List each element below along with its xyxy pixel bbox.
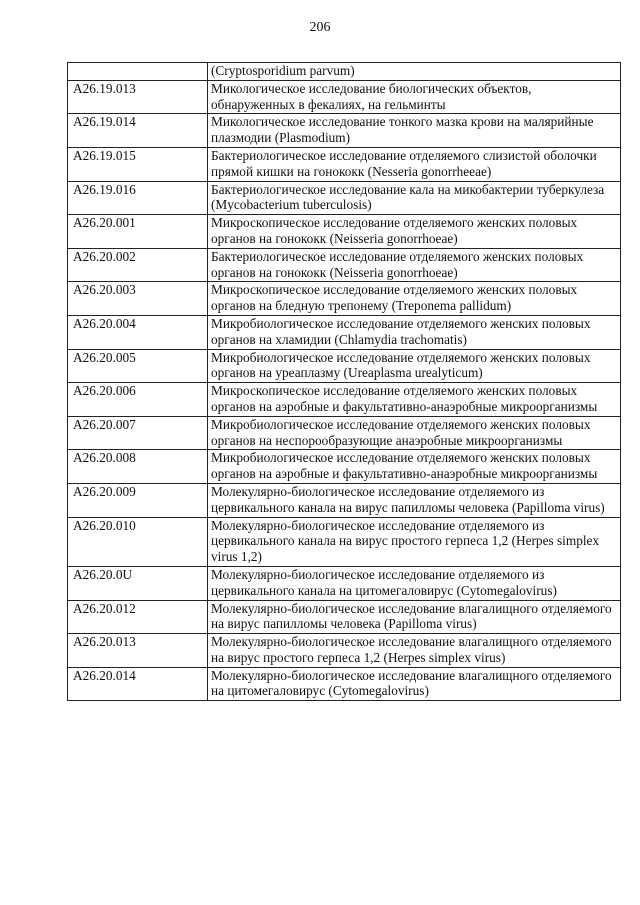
service-code: A26.19.016	[68, 181, 208, 215]
service-code: A26.20.002	[68, 248, 208, 282]
service-code: A26.20.003	[68, 282, 208, 316]
service-description: Микробиологическое исследование отделяемого женских половых органов на уреаплазму (Ureaplasma urealyticum)	[208, 349, 621, 383]
service-description: Микроскопическое исследование отделяемого женских половых органов на аэробные и факультативно-анаэробные микроорганизмы	[208, 383, 621, 417]
table-row	[68, 349, 621, 383]
table-row	[68, 248, 621, 282]
service-description: Бактериологическое исследование отделяемого женских половых органов на гонококк (Neisseria gonorrhoeae)	[208, 248, 621, 282]
service-description: Молекулярно-биологическое исследование влагалищного отделяемого на вирус папилломы человека (Papilloma virus)	[208, 600, 621, 634]
service-description: Микроскопическое исследование отделяемого женских половых органов на гонококк (Neisseria gonorrhoeae)	[208, 215, 621, 249]
service-description: Микробиологическое исследование отделяемого женских половых органов на хламидии (Chlamydia trachomatis)	[208, 315, 621, 349]
table-row	[68, 282, 621, 316]
service-code: A26.19.013	[68, 80, 208, 114]
service-code	[68, 63, 208, 81]
service-code: A26.20.008	[68, 450, 208, 484]
table-body	[68, 63, 621, 701]
table-row	[68, 80, 621, 114]
service-description: Бактериологическое исследование кала на микобактерии туберкулеза (Mycobacterium tuberculosis)	[208, 181, 621, 215]
table-row	[68, 416, 621, 450]
service-description: (Cryptosporidium parvum)	[208, 63, 621, 81]
service-code: A26.20.0U	[68, 566, 208, 600]
service-description: Микроскопическое исследование отделяемого женских половых органов на бледную трепонему (Treponema pallidum)	[208, 282, 621, 316]
service-description: Молекулярно-биологическое исследование влагалищного отделяемого на вирус простого герпеса 1,2 (Herpes simplex virus)	[208, 634, 621, 668]
service-description: Молекулярно-биологическое исследование отделяемого из цервикального канала на цитомегаловирус (Cytomegalovirus)	[208, 566, 621, 600]
table-row	[68, 114, 621, 148]
table-row	[68, 450, 621, 484]
table-row	[68, 63, 621, 81]
service-description: Молекулярно-биологическое исследование отделяемого из цервикального канала на вирус простого герпеса 1,2 (Herpes simplex virus 1,2)	[208, 517, 621, 566]
table-row	[68, 383, 621, 417]
table-row	[68, 315, 621, 349]
service-code: A26.20.009	[68, 483, 208, 517]
service-code: A26.20.013	[68, 634, 208, 668]
table-row	[68, 600, 621, 634]
services-table	[67, 62, 621, 701]
table-row	[68, 667, 621, 701]
service-description: Молекулярно-биологическое исследование влагалищного отделяемого на цитомегаловирус (Cytomegalovirus)	[208, 667, 621, 701]
table-row	[68, 483, 621, 517]
service-code: A26.20.001	[68, 215, 208, 249]
service-code: A26.20.006	[68, 383, 208, 417]
service-code: A26.19.014	[68, 114, 208, 148]
page-number: 206	[309, 20, 331, 35]
table-row	[68, 634, 621, 668]
service-code: A26.20.007	[68, 416, 208, 450]
service-description: Микробиологическое исследование отделяемого женских половых органов на неспорообразующие анаэробные микроорганизмы	[208, 416, 621, 450]
service-code: A26.20.014	[68, 667, 208, 701]
service-description: Микологическое исследование биологических объектов, обнаруженных в фекалиях, на гельминты	[208, 80, 621, 114]
table-row	[68, 517, 621, 566]
service-code: A26.20.004	[68, 315, 208, 349]
service-code: A26.20.012	[68, 600, 208, 634]
table-row	[68, 566, 621, 600]
service-code: A26.19.015	[68, 147, 208, 181]
service-description: Микологическое исследование тонкого мазка крови на малярийные плазмодии (Plasmodium)	[208, 114, 621, 148]
service-description: Бактериологическое исследование отделяемого слизистой оболочки прямой кишки на гонококк (Nesseria gonorrheeae)	[208, 147, 621, 181]
table-row	[68, 181, 621, 215]
table-row	[68, 147, 621, 181]
service-code: A26.20.005	[68, 349, 208, 383]
service-code: A26.20.010	[68, 517, 208, 566]
service-description: Микробиологическое исследование отделяемого женских половых органов на аэробные и факультативно-анаэробные микроорганизмы	[208, 450, 621, 484]
table-row	[68, 215, 621, 249]
service-description: Молекулярно-биологическое исследование отделяемого из цервикального канала на вирус папилломы человека (Papilloma virus)	[208, 483, 621, 517]
